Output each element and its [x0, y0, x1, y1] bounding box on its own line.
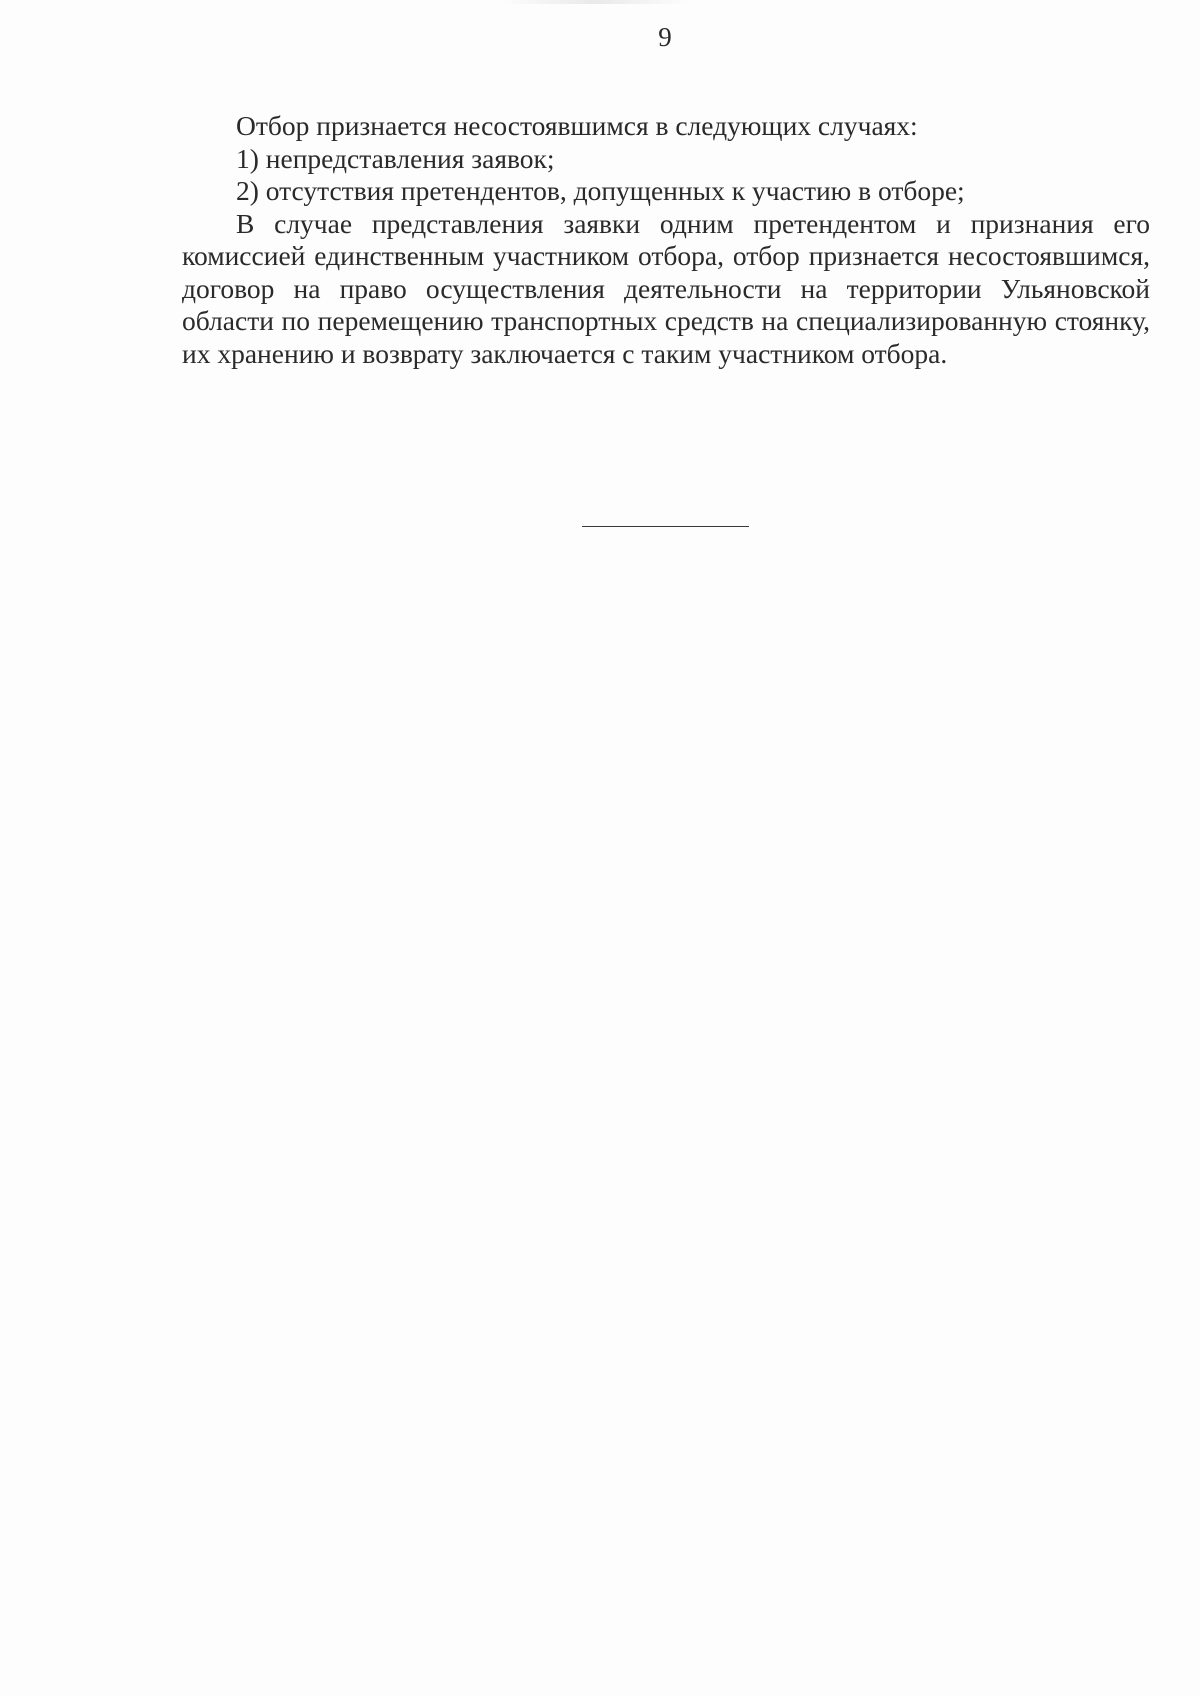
- scan-artifact: [500, 0, 690, 4]
- end-separator-line: [582, 526, 749, 527]
- paragraph-intro: Отбор признается несостоявшимся в следующих случаях:: [236, 110, 918, 141]
- paragraph-item-1: 1) непредставления заявок;: [236, 142, 555, 174]
- page-number: 9: [658, 22, 672, 52]
- paragraph-item-2: 2) отсутствия претендентов, допущенных к участию в отборе;: [236, 175, 965, 206]
- document-body: [182, 110, 1150, 370]
- paragraph-single-applicant: В случае представления заявки одним претендентом и признания его комиссией единственным участником отбора, отбор признается несостоявшимся, договор на право осуществления деятельности на территории Ульяновской области по перемещению транспортных средств на специализированную стоянку, их хранению и возврату заключается с таким участником отбора.: [182, 207, 1150, 369]
